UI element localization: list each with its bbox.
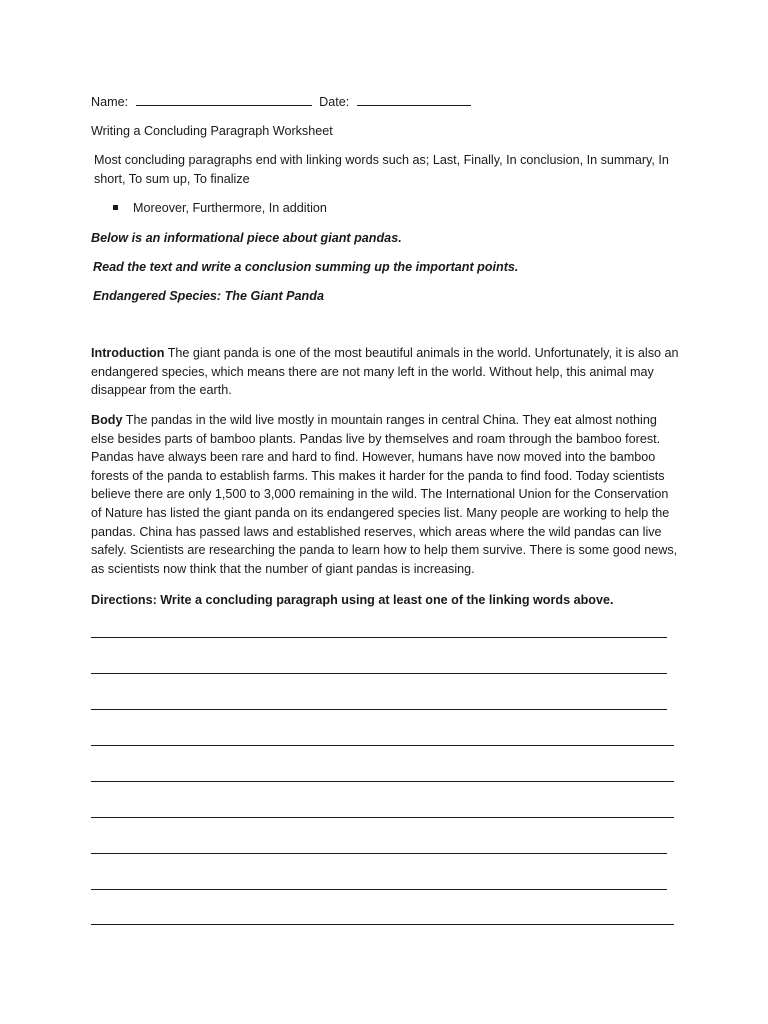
- story-title: Endangered Species: The Giant Panda: [93, 289, 324, 303]
- bullet-list-item: [113, 199, 327, 217]
- name-blank[interactable]: [136, 104, 312, 106]
- introduction-paragraph: [91, 344, 681, 400]
- writing-line-2[interactable]: [91, 673, 667, 674]
- name-date-line: [91, 93, 471, 111]
- instruction-2: Read the text and write a conclusion summing up the important points.: [93, 260, 519, 274]
- worksheet-title: Writing a Concluding Paragraph Worksheet: [91, 124, 333, 138]
- intro-text: Most concluding paragraphs end with linking words such as; Last, Finally, In conclusion, In summary, In short, To sum up, To finalize: [94, 153, 669, 186]
- bullet-icon: [113, 205, 118, 210]
- writing-line-9[interactable]: [91, 924, 674, 925]
- writing-line-4[interactable]: [91, 745, 674, 746]
- introduction-text: The giant panda is one of the most beautiful animals in the world. Unfortunately, it is also an endangered species, which means there are not many left in the world. Without help, this animal may disappear from the earth.: [91, 346, 679, 398]
- date-blank[interactable]: [357, 104, 471, 106]
- date-label: Date:: [319, 95, 350, 109]
- writing-line-8[interactable]: [91, 889, 667, 890]
- body-paragraph: [91, 411, 681, 578]
- writing-line-3[interactable]: [91, 709, 667, 710]
- body-text: The pandas in the wild live mostly in mountain ranges in central China. They eat almost nothing else besides parts of bamboo plants. Pandas live by themselves and roam through the bamboo forest. Pandas have always been rare and hard to find. However, humans have now moved into the bamboo forests of the panda to establish farms. This makes it harder for the panda to find food. Today scientists believe there are only 1,500 to 3,000 remaining in the wild. The International Union for the Conservation of Nature has listed the giant panda on its endangered species list. Many people are working to help the pandas. China has passed laws and established reserves, which areas where the wild pandas can live safely. Scientists are researching the panda to learn how to help them survive. There is some good news, as scientists now think that the number of giant pandas is increasing.: [91, 413, 678, 576]
- name-label: Name:: [91, 95, 129, 109]
- writing-line-5[interactable]: [91, 781, 674, 782]
- writing-line-7[interactable]: [91, 853, 667, 854]
- writing-line-1[interactable]: [91, 637, 667, 638]
- directions: Directions: Write a concluding paragraph using at least one of the linking words above.: [91, 593, 614, 607]
- introduction-label: Introduction: [91, 346, 165, 360]
- body-label: Body: [91, 413, 123, 427]
- bullet-item-text: Moreover, Furthermore, In addition: [133, 201, 327, 215]
- writing-line-6[interactable]: [91, 817, 674, 818]
- instruction-1: Below is an informational piece about giant pandas.: [91, 231, 402, 245]
